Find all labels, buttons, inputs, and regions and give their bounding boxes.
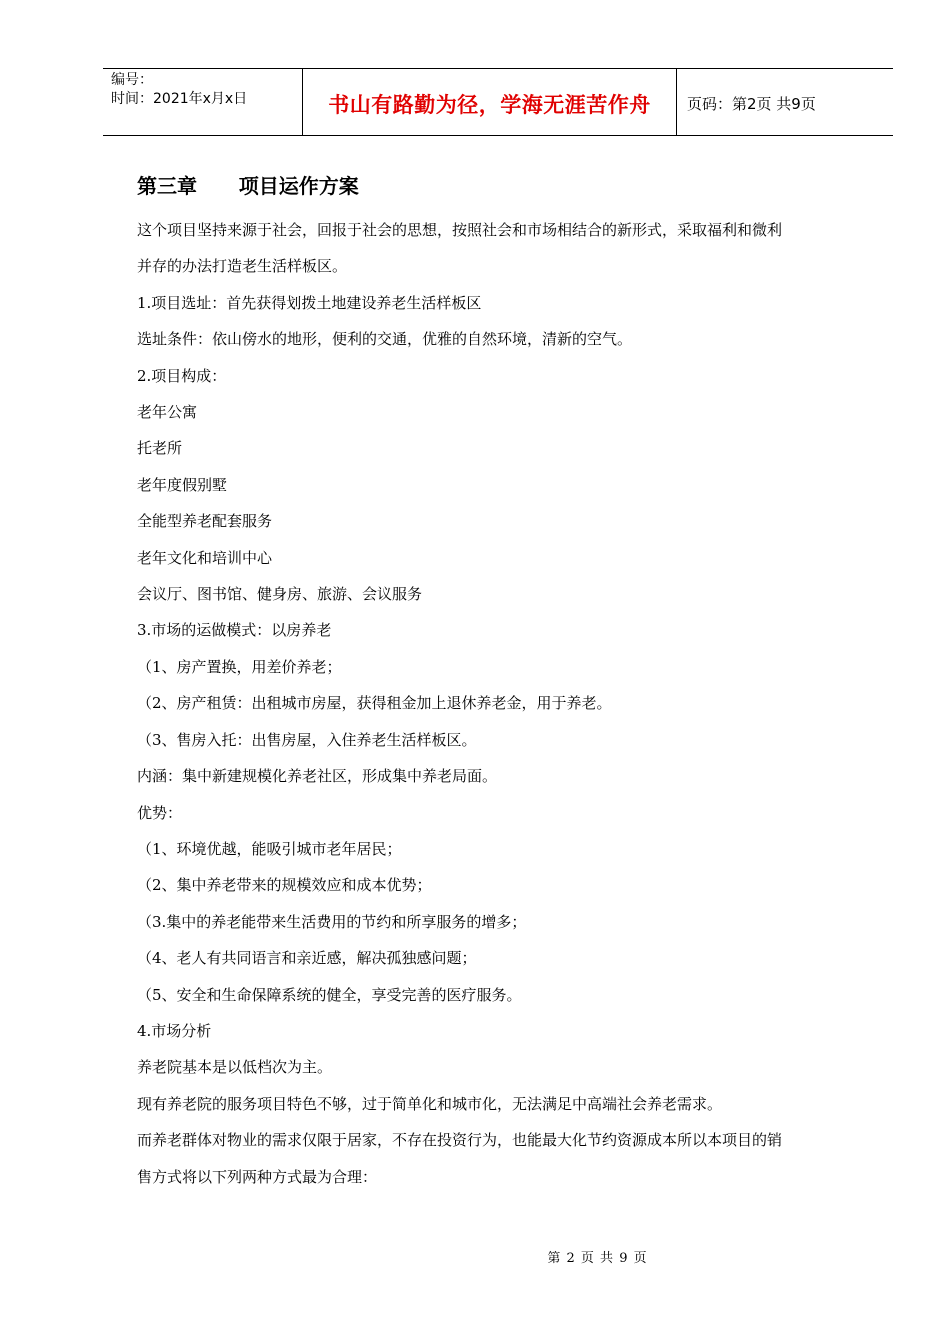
body-paragraph: 会议厅、图书馆、健身房、旅游、会议服务 — [137, 585, 423, 604]
body-paragraph: 老年度假别墅 — [137, 475, 228, 494]
body-paragraph: （2、集中养老带来的规模效应和成本优势； — [137, 876, 432, 895]
body-paragraph: 全能型养老配套服务 — [137, 512, 273, 531]
body-paragraph: 而养老群体对物业的需求仅限于居家，不存在投资行为，也能最大化节约资源成本所以本项目的销 — [137, 1131, 783, 1150]
body-paragraph: 现有养老院的服务项目特色不够，过于简单化和城市化，无法满足中高端社会养老需求。 — [137, 1094, 723, 1113]
header-page-info: 页码：第2页 共9页 — [687, 94, 816, 113]
document-header — [103, 68, 893, 136]
body-paragraph: 1.项目选址：首先获得划拨土地建设养老生活样板区 — [137, 293, 482, 312]
body-paragraph: （3.集中的养老能带来生活费用的节约和所享服务的增多； — [137, 912, 527, 931]
body-paragraph: 这个项目坚持来源于社会，回报于社会的思想，按照社会和市场相结合的新形式，采取福利和微利 — [137, 221, 783, 239]
body-paragraph: 售方式将以下列两种方式最为合理： — [137, 1167, 378, 1186]
body-paragraph: 老年公寓 — [137, 403, 198, 422]
body-paragraph: 并存的办法打造老生活样板区。 — [137, 257, 348, 276]
body-paragraph: 4.市场分析 — [137, 1021, 212, 1040]
body-paragraph: 3.市场的运做模式：以房养老 — [137, 621, 332, 640]
page-footer: 第 2 页 共 9 页 — [547, 1251, 648, 1266]
body-paragraph: （5、安全和生命保障系统的健全，享受完善的医疗服务。 — [137, 985, 522, 1004]
body-paragraph: 优势： — [137, 803, 183, 822]
date-label: 时间：2021年x月x日 — [111, 91, 248, 107]
body-paragraph: 养老院基本是以低档次为主。 — [137, 1058, 333, 1077]
body-paragraph: 内涵：集中新建规模化养老社区，形成集中养老局面。 — [137, 767, 498, 786]
body-paragraph: 托老所 — [137, 439, 183, 458]
serial-number-label: 编号： — [111, 72, 153, 88]
body-paragraph: （1、房产置换，用差价养老； — [137, 657, 342, 676]
body-paragraph: （3、售房入托：出售房屋，入住养老生活样板区。 — [137, 730, 477, 749]
body-paragraph: （1、环境优越，能吸引城市老年居民； — [137, 839, 402, 858]
chapter-title: 第三章 项目运作方案 — [137, 174, 359, 198]
body-paragraph: 2.项目构成： — [137, 366, 227, 385]
body-paragraph: （2、房产租赁：出租城市房屋，获得租金加上退休养老金，用于养老。 — [137, 694, 612, 713]
body-paragraph: （4、老人有共同语言和亲近感，解决孤独感问题； — [137, 949, 477, 968]
header-meta — [103, 69, 303, 135]
header-motto: 书山有路勤为径，学海无涯苦作舟 — [303, 69, 677, 135]
document-body — [137, 168, 867, 1195]
paragraph-list — [137, 212, 867, 1195]
body-paragraph: 选址条件：依山傍水的地形，便利的交通，优雅的自然环境，清新的空气。 — [137, 330, 633, 349]
body-paragraph: 老年文化和培训中心 — [137, 548, 273, 567]
